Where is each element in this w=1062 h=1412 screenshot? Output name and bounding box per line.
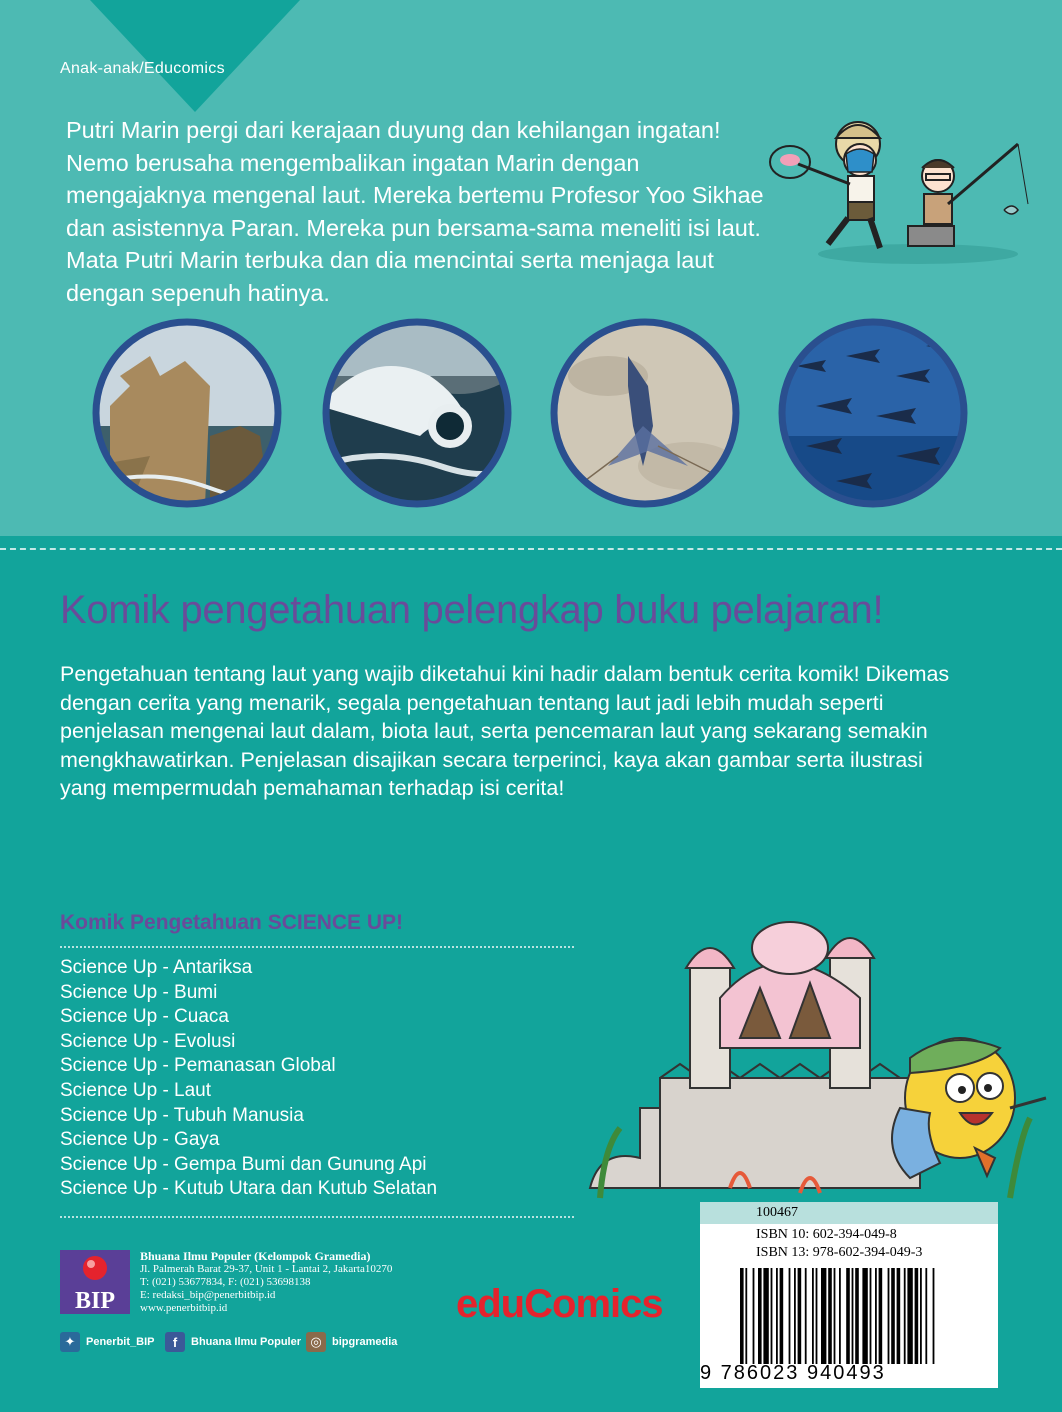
- series-top-divider: [60, 946, 574, 948]
- barcode-box: [700, 1202, 998, 1388]
- series-item: Science Up - Laut: [60, 1079, 212, 1101]
- series-item: Science Up - Gaya: [60, 1129, 220, 1151]
- fishing-characters-illustration: [768, 114, 1038, 274]
- top-notch-shape: [0, 0, 320, 115]
- barcode-bar: [904, 1268, 906, 1364]
- photo-sea-stack: [90, 316, 284, 510]
- series-item: Science Up - Gempa Bumi dan Gunung Api: [60, 1153, 427, 1175]
- barcode-bar: [776, 1268, 778, 1364]
- publisher-phone: T: (021) 53677834, F: (021) 53698138: [140, 1276, 311, 1288]
- series-item: Science Up - Evolusi: [60, 1030, 236, 1052]
- barcode-bar: [805, 1268, 807, 1364]
- barcode-bar: [862, 1268, 867, 1364]
- barcode-bar: [745, 1268, 747, 1364]
- description-text: Pengetahuan tentang laut yang wajib diketahui kini hadir dalam bentuk cerita komik! Dikemas dengan cerita yang menarik, segala pengetahuan tentang laut jadi lebih mudah seperti penjelasan mengenai laut dalam, biota laut, serta pencemaran laut yang sekarang semakin mengkhawatirkan. Penjelasan disajikan secara terperinci, kaya akan gambar serta ilustrasi yang mempermudah pemahaman terhadap isi cerita!: [60, 662, 950, 800]
- publisher-email: E: redaksi_bip@penerbitbip.id: [140, 1289, 276, 1301]
- barcode-bar: [763, 1268, 768, 1364]
- barcode-bar: [852, 1268, 854, 1364]
- barcode-bar: [897, 1268, 901, 1364]
- barcode-bars: [740, 1268, 988, 1364]
- barcode-bar: [780, 1268, 784, 1364]
- headline: Komik pengetahuan pelengkap buku pelajaran!: [60, 588, 884, 632]
- educomics-logo: eduComics: [456, 1282, 663, 1326]
- barcode-bar: [925, 1268, 927, 1364]
- barcode-bar: [855, 1268, 859, 1364]
- publisher-logo-text: BIP: [74, 1288, 116, 1314]
- barcode-bar: [891, 1268, 895, 1364]
- instagram-handle: ◎ bipgramedia: [306, 1332, 397, 1352]
- barcode-bar: [846, 1268, 850, 1364]
- barcode-code: 100467: [700, 1202, 998, 1224]
- series-item: Science Up - Tubuh Manusia: [60, 1104, 304, 1126]
- isbn-10: ISBN 10: 602-394-049-8: [756, 1227, 897, 1242]
- publisher-website: www.penerbitbip.id: [140, 1302, 228, 1314]
- barcode-bar: [839, 1268, 841, 1364]
- series-bottom-divider: [60, 1216, 574, 1218]
- series-item: Science Up - Cuaca: [60, 1006, 229, 1028]
- barcode-bar: [828, 1268, 832, 1364]
- synopsis-text: Putri Marin pergi dari kerajaan duyung dan kehilangan ingatan! Nemo berusaha mengembalikan ingatan Marin dengan mengajaknya mengenal laut. Mereka bertemu Profesor Yoo Sikhae dan asistennya Paran. Mereka pun bersama-sama meneliti isi laut. Mata Putri Marin terbuka dan dia mencintai serta menjaga laut dengan sepenuh hatinya.: [66, 117, 764, 306]
- barcode-bar: [933, 1268, 935, 1364]
- barcode-bar: [870, 1268, 872, 1364]
- instagram-icon: ◎: [306, 1332, 326, 1352]
- publisher-name: Bhuana Ilmu Populer (Kelompok Gramedia): [140, 1249, 371, 1263]
- barcode-bar: [753, 1268, 755, 1364]
- photo-ocean-wave: [320, 316, 514, 510]
- publisher-logo: [60, 1250, 130, 1314]
- category-label: Anak-anak/Educomics: [60, 60, 225, 77]
- facebook-icon: f: [165, 1332, 185, 1352]
- photo-tuna-school: [776, 316, 970, 510]
- barcode-bar: [821, 1268, 826, 1364]
- barcode-bar: [798, 1268, 802, 1364]
- twitter-icon: ✦: [60, 1332, 80, 1352]
- series-item: Science Up - Kutub Utara dan Kutub Selatan: [60, 1178, 438, 1200]
- barcode-digits: 9 786023 940493: [700, 1362, 886, 1384]
- barcode-bar: [907, 1268, 912, 1364]
- barcode-bar: [879, 1268, 883, 1364]
- publisher-info: [140, 1250, 392, 1315]
- twitter-handle: ✦ Penerbit_BIP: [60, 1332, 154, 1352]
- publisher-address: Jl. Palmerah Barat 29-37, Unit 1 - Lantai 2, Jakarta10270: [140, 1263, 393, 1275]
- barcode-bar: [794, 1268, 796, 1364]
- series-title: Komik Pengetahuan SCIENCE UP!: [60, 911, 404, 934]
- photo-flying-fish: [548, 316, 742, 510]
- facebook-handle: f Bhuana Ilmu Populer: [165, 1332, 301, 1352]
- section-divider: [0, 548, 1062, 550]
- barcode-bar: [758, 1268, 762, 1364]
- barcode-bar: [812, 1268, 814, 1364]
- castle-fish-illustration: [580, 908, 1056, 1204]
- isbn-13: ISBN 13: 978-602-394-049-3: [756, 1245, 923, 1260]
- barcode-bar: [771, 1268, 773, 1364]
- barcode-bar: [915, 1268, 919, 1364]
- barcode-bar: [888, 1268, 890, 1364]
- series-item: Science Up - Bumi: [60, 981, 218, 1003]
- series-list: [60, 956, 437, 1202]
- barcode-bar: [834, 1268, 836, 1364]
- barcode-bar: [740, 1268, 744, 1364]
- barcode-bar: [920, 1268, 922, 1364]
- barcode-bar: [789, 1268, 791, 1364]
- series-item: Science Up - Antariksa: [60, 957, 253, 978]
- barcode-bar: [875, 1268, 877, 1364]
- barcode-bar: [816, 1268, 818, 1364]
- series-item: Science Up - Pemanasan Global: [60, 1055, 336, 1077]
